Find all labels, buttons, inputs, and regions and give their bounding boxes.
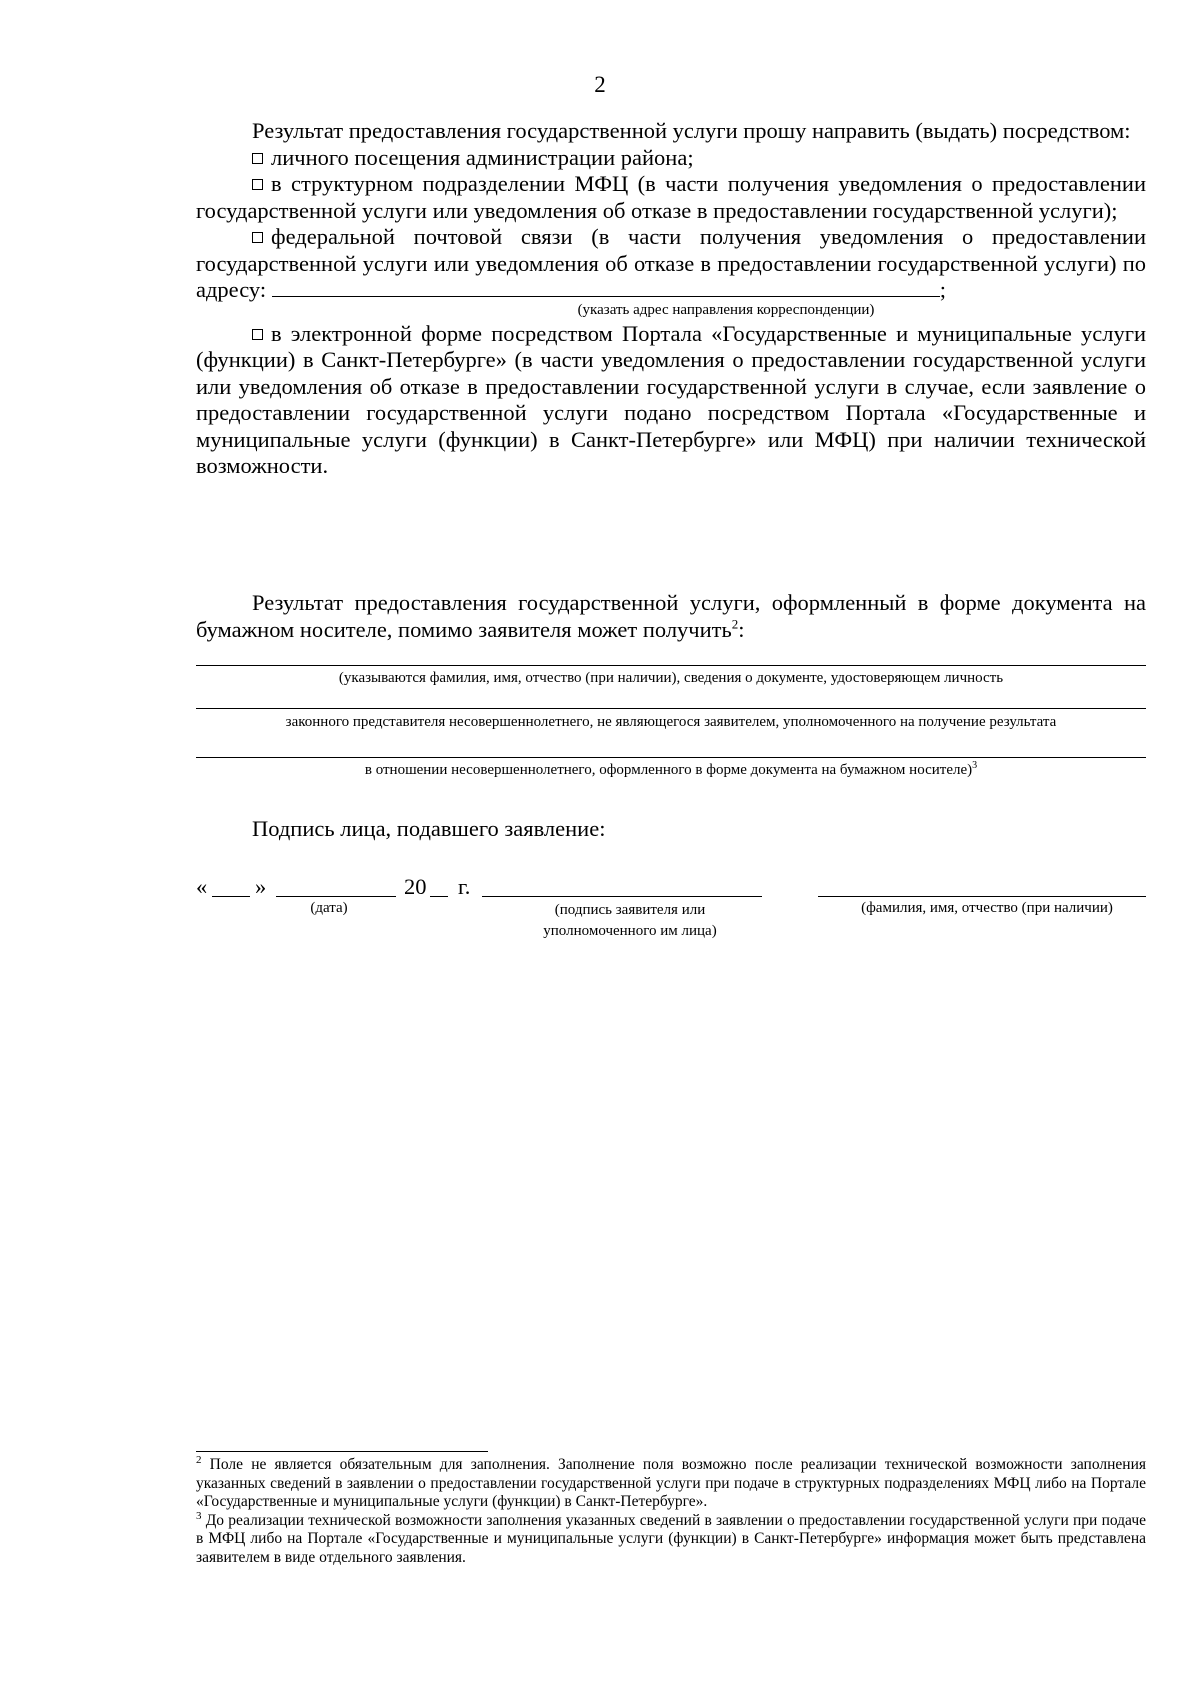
year-input-line[interactable] — [430, 896, 448, 897]
date-quote-open: « — [196, 874, 208, 899]
address-end: ; — [939, 277, 947, 302]
recipient-colon: : — [738, 616, 745, 642]
footnotes — [196, 1453, 1146, 1567]
footnote-ref: 2 — [731, 616, 739, 631]
footnote-mark: 2 — [196, 1453, 202, 1466]
footnote-3 — [196, 1509, 1146, 1568]
delivery-option-2 — [196, 171, 1146, 224]
sign-caption — [500, 900, 760, 942]
fullname-input-line[interactable] — [818, 896, 1146, 897]
footnote-2 — [196, 1453, 1146, 1512]
recipient-line-1[interactable] — [196, 665, 1146, 666]
footnote-ref: 3 — [972, 760, 978, 771]
recipient-text-body: Результат предоставления государственной услуги, оформленный в форме документа на бумажном носителе, помимо заявителя может получить — [196, 590, 1146, 642]
address-caption: (указать адрес направления корреспонденции) — [577, 301, 875, 318]
month-input-line[interactable] — [276, 896, 396, 897]
delivery-option-3 — [196, 224, 1146, 304]
sign-caption-line-2: уполномоченного им лица) — [543, 923, 717, 939]
footnote-text: Поле не является обязательным для заполнения. Заполнение поля возможно после реализации технической возможности заполнения указанных сведений в заявлении о предоставлении государственной услуги при подаче в структурных подразделениях МФЦ либо на Портале «Государственные и муниципальные услуги (функции) в Санкт-Петербурге». — [196, 1456, 1146, 1510]
recipient-line-2[interactable] — [196, 708, 1146, 709]
day-input-line[interactable] — [212, 896, 250, 897]
checkbox-icon[interactable] — [252, 329, 263, 340]
delivery-option-label: личного посещения администрации района; — [271, 144, 694, 170]
name-caption: (фамилия, имя, отчество (при наличии) — [861, 900, 1113, 916]
sign-caption-line-1: (подпись заявителя или — [554, 902, 706, 918]
recipient-line-3[interactable] — [196, 757, 1146, 758]
recipient-caption-3 — [196, 762, 1146, 779]
signature-heading: Подпись лица, подавшего заявление: — [252, 816, 606, 841]
delivery-option-4 — [196, 321, 1146, 480]
footnote-mark: 3 — [196, 1509, 202, 1522]
footnote-separator — [196, 1451, 488, 1452]
delivery-option-label: федеральной почтовой связи (в части получения уведомления о предоставлении государственной услуги или уведомления об отказе в предоставлении государственной услуги) по адресу: — [196, 224, 1146, 302]
checkbox-icon[interactable] — [252, 232, 263, 243]
recipient-caption-1: (указываются фамилия, имя, отчество (при наличии), сведения о документе, удостоверяющем личность — [338, 670, 1004, 686]
footnote-text: До реализации технической возможности заполнения указанных сведений в заявлении о предоставлении государственной услуги при подаче в МФЦ либо на Портале «Государственные и муниципальные услуги (функции) в Санкт-Петербурге» информация может быть представлена заявителем в виде отдельного заявления. — [196, 1511, 1146, 1566]
address-input-line[interactable] — [272, 278, 940, 297]
delivery-intro: Результат предоставления государственной услуги прошу направить (выдать) посредством: — [252, 118, 1131, 143]
checkbox-icon[interactable] — [252, 153, 263, 164]
delivery-option-1 — [196, 145, 1146, 172]
page-number: 2 — [594, 72, 606, 97]
signature-input-line[interactable] — [482, 896, 762, 897]
recipient-text — [196, 590, 1146, 643]
checkbox-icon[interactable] — [252, 179, 263, 190]
date-quote-close: » — [255, 874, 267, 899]
recipient-caption-3-text: в отношении несовершеннолетнего, оформленного в форме документа на бумажном носителе) — [364, 762, 973, 778]
year-suffix: г. — [458, 874, 471, 899]
year-prefix: 20 — [404, 874, 427, 899]
delivery-option-label: в структурном подразделении МФЦ (в части получения уведомления о предоставлении государственной услуги или уведомления об отказе в предоставлении государственной услуги); — [196, 171, 1146, 223]
delivery-option-label: в электронной форме посредством Портала «Государственные и муниципальные услуги (функции) в Санкт-Петербурге» (в части уведомления о предоставлении государственной услуги или уведомления об отказе в предоставлении государственной услуги в случае, если заявление о предоставлении государственной услуги подано посредством Портала «Государственные и муниципальные услуги (функции) в Санкт-Петербурге» или МФЦ) при наличии технической возможности. — [196, 320, 1146, 478]
recipient-caption-2: законного представителя несовершеннолетнего, не являющегося заявителем, уполномоченного на получение результата — [285, 714, 1057, 730]
date-caption: (дата) — [310, 900, 348, 916]
recipient-section — [196, 590, 1146, 643]
delivery-section — [196, 118, 1146, 480]
